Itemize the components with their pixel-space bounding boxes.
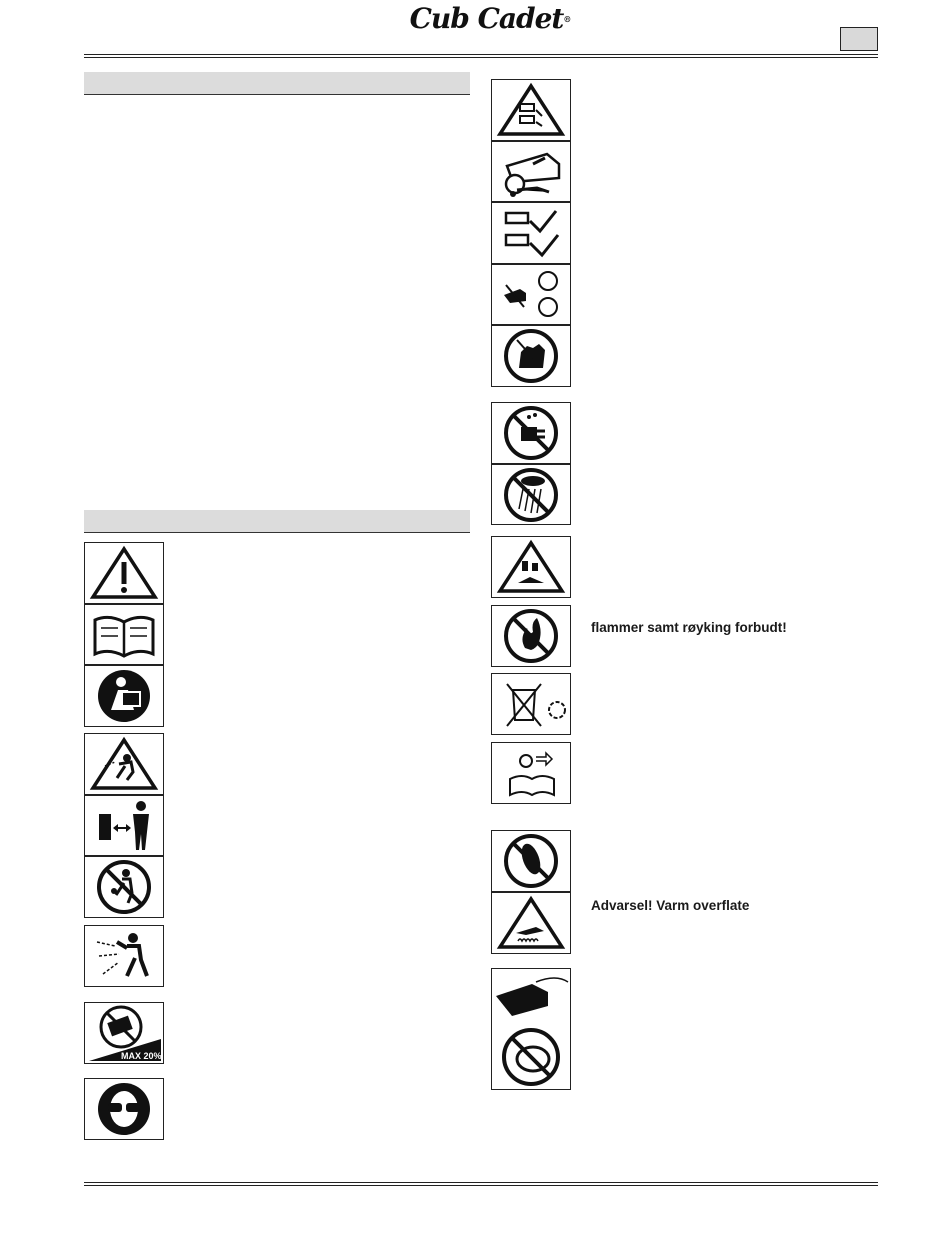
read-manual-icon xyxy=(84,665,164,727)
no-fire-label: flammer samt røyking forbudt! xyxy=(591,620,787,635)
blade-hazard-warning-icon xyxy=(491,79,571,141)
warning-triangle-icon xyxy=(84,542,164,604)
run-over-hazard-icon xyxy=(491,141,571,202)
max-slope-icon xyxy=(84,1002,164,1064)
header-rule xyxy=(84,54,878,55)
left-icon-group-1 xyxy=(84,542,164,727)
right-icon-group-1 xyxy=(491,79,571,387)
hot-surface-label: Advarsel! Varm overflate xyxy=(591,898,750,913)
section-bar-2 xyxy=(84,510,470,533)
recycle-disposal-icon xyxy=(491,673,571,735)
left-icon-group-4 xyxy=(84,1002,164,1064)
no-rain-icon xyxy=(491,464,571,525)
right-icon-group-4 xyxy=(491,605,571,667)
right-icon-group-2 xyxy=(491,402,571,525)
left-icon-group-3 xyxy=(84,925,164,987)
registered-mark: ® xyxy=(563,14,571,24)
left-icon-group-2 xyxy=(84,733,164,918)
header-rule-2 xyxy=(84,57,878,58)
guard-hazard-icon xyxy=(491,968,571,1090)
flying-debris-icon xyxy=(84,925,164,987)
section-bar-1 xyxy=(84,72,470,95)
operator-manual-icon xyxy=(84,604,164,665)
no-fire-icon xyxy=(491,605,571,667)
right-icon-group-5 xyxy=(491,673,571,735)
hot-surface-warning-icon xyxy=(491,892,571,954)
manual-reference-icon xyxy=(491,742,571,804)
unplug-icon xyxy=(491,402,571,464)
no-children-icon xyxy=(84,856,164,918)
thrown-objects-warning-icon xyxy=(84,733,164,795)
keep-distance-icon xyxy=(84,795,164,856)
hand-injury-icon xyxy=(491,325,571,387)
blade-cutting-icon xyxy=(491,202,571,264)
eye-protection-icon xyxy=(84,1078,164,1140)
slope-text: MAX 20% xyxy=(121,1051,162,1061)
language-tab xyxy=(840,27,878,51)
brand-name: Cub Cadet xyxy=(409,2,564,35)
no-step-icon xyxy=(491,830,571,892)
right-icon-group-3 xyxy=(491,536,571,598)
left-icon-group-5 xyxy=(84,1078,164,1140)
right-icon-group-6 xyxy=(491,742,571,804)
corrosive-warning-icon xyxy=(491,536,571,598)
right-icon-group-8 xyxy=(491,968,571,1090)
rotating-blades-hand-icon xyxy=(491,264,571,325)
footer-rule-2 xyxy=(84,1185,878,1186)
right-icon-group-7 xyxy=(491,830,571,954)
brand-logo xyxy=(405,2,575,36)
footer-rule xyxy=(84,1182,878,1183)
